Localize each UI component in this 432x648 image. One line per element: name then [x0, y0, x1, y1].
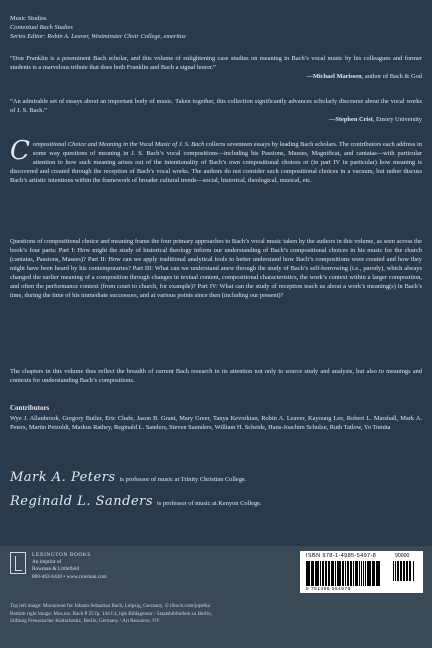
- series-subtitle: Contextual Bach Studies: [10, 24, 73, 31]
- image-credits: [10, 603, 422, 626]
- endorsement-quote-2: [10, 97, 422, 124]
- publisher-name: LEXINGTON BOOKS: [32, 552, 91, 558]
- publisher-imprint-line: An imprint of: [32, 559, 62, 566]
- barcode-bar: [378, 561, 380, 586]
- barcode-bar: [406, 561, 408, 581]
- barcode-bar: [332, 561, 333, 586]
- series-name: Music Studies: [10, 15, 47, 22]
- barcode-bar: [339, 561, 341, 586]
- quote-attribution: [10, 72, 422, 81]
- barcode-number: 9 781498 554978: [306, 586, 351, 591]
- drop-cap: C: [10, 136, 30, 166]
- endorsement-quote-1: [10, 54, 422, 81]
- book-title-inline: ompositional Choice and Meaning in the Vocal Music of J. S. Bach: [32, 141, 205, 148]
- barcode-bar: [413, 561, 415, 581]
- quote-author: —Michael Marissen: [306, 73, 362, 80]
- barcode-box: [300, 551, 423, 593]
- barcode-bar: [363, 561, 365, 586]
- series-editor: Series Editor: Robin A. Leaver, Westminster Choir College, emeritus: [10, 33, 186, 40]
- series-info: [10, 14, 186, 41]
- contributors-list: Wye J. Allanbrook, Gregory Butler, Eric Chafe, Jason B. Grant, Mary Greer, Tanya Kevorkian, Robin A. Leaver, Kayoung Lee, Robert L. Marshall, Mark A. Peters, Martin Petzoldt, Markus Rathey, Reginald L. Sanders, Steven Saunders, William H. Scheide, Hans-Joachim Schulze, Ruth Tatlow, Yo Tomita: [10, 415, 422, 431]
- barcode-bar: [410, 561, 411, 581]
- publisher-logo-icon: [10, 552, 26, 574]
- description-paragraph-2: Questions of compositional choice and meaning frame the four primary approaches to Bach’s vocal music taken by the authors in this volume, as seen across the book’s four parts: Part I: How might the study of historical theology inform our understanding of Bach’s compositional choices in his music for the church (cantatas, Passions, Masses)? Part II: How can we apply traditional analytical tools to better understand how Bach’s compositions were created and how they might have been heard by his contemporaries? Part III: What can we understand anew through the study of Bach’s self-borrowing (i.e., parody), which always changed the earlier meaning of a composition through changes in textual content, compositional characteristics, the work’s context within a larger composition, and often the performance context (from court to church, for example)? Part IV: What can the study of reception teach us about a work’s meaning(s) in Bach’s time, during the time of his immediate successors, and at various points since then (including our present)?: [10, 238, 422, 299]
- publisher-block: [10, 552, 200, 600]
- barcode-bar: [348, 561, 349, 586]
- price-barcode-bars: [393, 561, 419, 581]
- barcode-bar: [361, 561, 362, 586]
- credit-line-1: Top left image: Monument for Johann Sebastian Bach, Leipzig, Germany. © iStock.com/jopelka: [10, 603, 211, 609]
- credit-line-2: Bottom right image: Mus.ms. Bach P 25 fp. 144 f.4, bpk Bildagentur / Staatsbibliothek zu Berlin,: [10, 610, 212, 617]
- barcode-bar: [331, 561, 332, 586]
- description-paragraph-1: [10, 136, 422, 185]
- barcode-bar: [403, 561, 404, 581]
- barcode-bar: [370, 561, 371, 586]
- price-code: 90000: [395, 553, 410, 559]
- quote-author: —Stephen Crist: [328, 116, 373, 123]
- barcode-bar: [309, 561, 310, 586]
- barcode-bar: [356, 561, 358, 586]
- barcode-bar: [350, 561, 352, 586]
- barcode-bar: [398, 561, 399, 581]
- barcode-bar: [322, 561, 324, 586]
- publisher-contact: 800-462-6420 • www.rowman.com: [32, 573, 107, 580]
- barcode-bar: [326, 561, 327, 586]
- barcode-bar: [400, 561, 402, 581]
- credit-line-3: Stiftung Preussischer Kulturbesitz, Berlin, Germany / Art Resource, NY: [10, 618, 160, 624]
- publisher-parent: Rowman & Littlefield: [32, 566, 80, 573]
- quote-source: , author of Bach & God: [361, 73, 422, 80]
- quote-text: “An admirable set of essays about an important body of music. Taken together, this collection significantly advances scholarly discourse about the vocal works of J. S. Bach.”: [10, 98, 422, 114]
- editor-bio: is professor of music at Trinity Christian College.: [119, 476, 247, 483]
- editor-name: Reginald L. Sanders: [10, 494, 154, 509]
- quote-source: , Emory University: [372, 116, 422, 123]
- barcode-bar: [328, 561, 330, 586]
- contributors-heading: Contributors: [10, 404, 50, 412]
- barcode-bar: [353, 561, 354, 586]
- editor-name: Mark A. Peters: [10, 470, 116, 485]
- editor-bio: is professor of music at Kenyon College.: [157, 500, 262, 507]
- quote-attribution: [10, 115, 422, 124]
- barcode-bars: [306, 561, 390, 586]
- description-paragraph-3: The chapters in this volume thus reflect the breadth of current Bach research in its attention not only to source study and analysis, but also to meanings and contexts for understanding Bach’s compositions.: [10, 368, 422, 384]
- editor-bio-1: [10, 470, 246, 485]
- editor-bio-2: [10, 494, 262, 509]
- quote-text: “Don Franklin is a preeminent Bach scholar, and this volume of enlightening case studies on meaning in Bach’s vocal music by his colleagues and former students is a marvelous tribute that does both Franklin and Bach a signal honor.”: [10, 55, 422, 71]
- barcode-bar: [320, 561, 321, 586]
- barcode-bar: [318, 561, 319, 586]
- barcode-bar: [359, 561, 360, 586]
- barcode-bar: [409, 561, 410, 581]
- publisher-text: [32, 552, 107, 581]
- isbn-label: ISBN 978-1-4985-5497-8: [306, 553, 377, 559]
- paragraph-text: collects seventeen essays by leading Bach scholars. The contributors each address in some way questions of meaning in J. S. Bach’s vocal compositions—including his Passions, Masses, Magnificat, and cantatas—with particular attention to how such meaning arises out of the intentionality of Bach’s own compositional choices or (in part IV in particular) how meaning is discovered and created through the reception of Bach’s vocal works. The authors do not consider such compositional choices in a vacuum, but rather discuss Bach’s artistic intentions within the framework of broader cultural trends—social, historical, theological, musical, etc.: [10, 141, 422, 184]
